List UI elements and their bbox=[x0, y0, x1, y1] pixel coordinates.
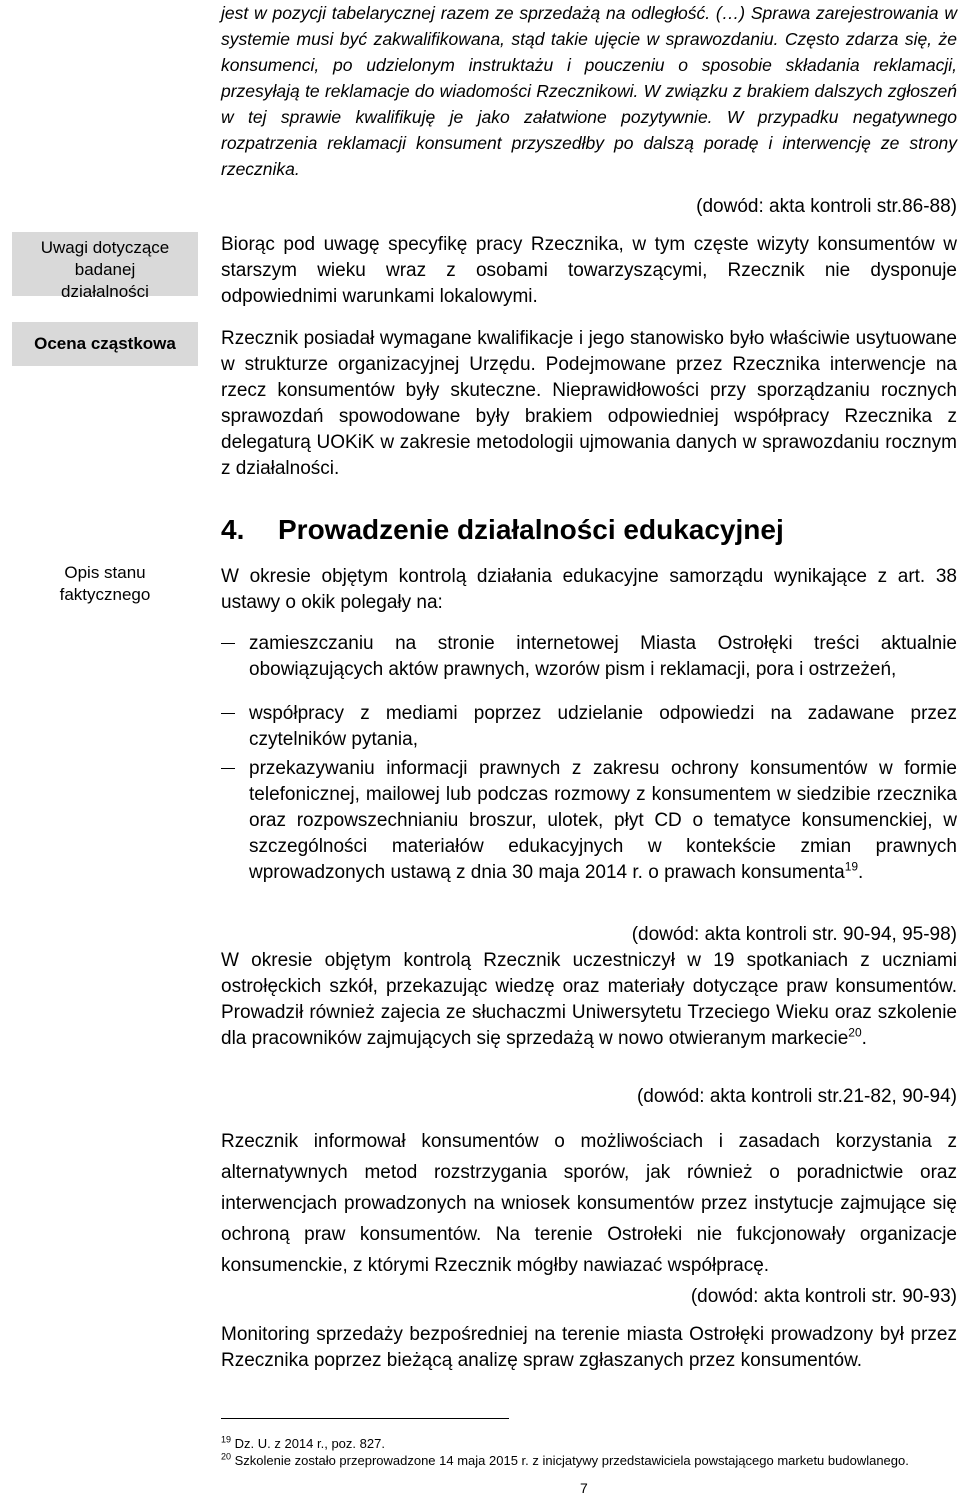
list-item-text: współpracy z mediami poprzez udzielanie odpowiedzi na zadawane przez czytelników pytania, bbox=[249, 703, 957, 750]
dash-icon bbox=[221, 768, 235, 769]
section-heading bbox=[221, 512, 784, 548]
para-kwalifikacje: Rzecznik posiadał wymagane kwalifikacje i jego stanowisko było właściwie usytuowane w strukturze organizacyjnej Urzędu. Podejmowane przez Rzecznika interwencje na rzecz konsumentów były skuteczne. Nieprawidłowości przy sporządzaniu rocznych sprawozdań spowodowane były brakiem odpowiedniej współpracy Rzecznika z delegaturą UOKiK w zakresie metodologii ujmowania danych w sprawozdaniu rocznym z działalności. bbox=[221, 328, 957, 479]
evidence-2: (dowód: akta kontroli str. 90-94, 95-98) bbox=[631, 924, 957, 945]
uwagi-label: Uwagi dotyczące badanej działalności bbox=[40, 238, 170, 301]
sidebar bbox=[0, 0, 198, 1501]
evidence-3: (dowód: akta kontroli str.21-82, 90-94) bbox=[636, 1086, 957, 1107]
para-lokal: Biorąc pod uwagę specyfikę pracy Rzecznika, w tym częste wizyty konsumentów w starszym wieku wraz z osobami towarzyszącymi, Rzecznik nie dysponuje odpowiednimi warunkami lokalowymi. bbox=[221, 234, 957, 307]
section-title: Prowadzenie działalności edukacyjnej bbox=[278, 514, 784, 545]
footnote-ref: 19 bbox=[844, 859, 859, 874]
opis-label: Opis stanu faktycznego bbox=[59, 563, 151, 604]
para-italic-quote: jest w pozycji tabelarycznej razem ze sprzedażą na odległość. (…) Sprawa zarejestrowania w systemie musi być zakwalifikowana, stąd takie ujęcie w sprawozdaniu. Często zdarza się, że konsumenci, po udzielonym instruktażu i pouczeniu o sposobie składania reklamacji, przesyłają te reklamacje do wiadomości Rzecznikowi. W związku z brakiem dalszych zgłoszeń w tej sprawie kwalifikuję je jako załatwione pozytywnie. W przypadku negatywnego rozpatrzenia reklamacji konsument przyszedłby po dalszą poradę i interwencję ze strony rzecznika. bbox=[221, 3, 957, 179]
dash-icon bbox=[221, 643, 235, 644]
footnote-separator bbox=[221, 1418, 509, 1419]
page-number: 7 bbox=[580, 1480, 588, 1496]
para-informowal: Rzecznik informował konsumentów o możliwościach i zasadach korzystania z alternatywnych metod rozstrzygania sporów, jak również o poradnictwie oraz interwencjach prowadzonych na wniosek konsumentów przez instytucje zajmujące się ochroną praw konsumentów. Na terenie Ostrołeki nie fukcjonowały organizacje konsumenckie, z którymi Rzecznik mógłby nawiazać współpracę. bbox=[221, 1131, 957, 1276]
para-spotkania: W okresie objętym kontrolą Rzecznik uczestniczył w 19 spotkaniach z uczniami ostrołęckich szkół, przekazując wiedzę oraz materiały dotyczące praw konsumentów. Prowadził również zajecia ze słuchaczmi Uniwersytetu Trzeciego Wieku oraz szkolenie dla pracowników zajmujących się sprzedażą w nowo otwieranym markecie$^{20}$. bbox=[221, 950, 957, 1049]
para-intro: W okresie objętym kontrolą działania edukacyjne samorządu wynikające z art. 38 ustawy o okik polegały na: bbox=[221, 566, 957, 613]
dash-icon bbox=[221, 713, 235, 714]
section-number: 4. bbox=[221, 514, 245, 545]
footnote-ref: 20 bbox=[848, 1025, 862, 1040]
footnote-20: $^{20}$ Szkolenie zostało przeprowadzone 14 maja 2015 r. z inicjatywy przedstawiciela powstającego marketu budowlanego. bbox=[221, 1451, 909, 1468]
list-item-text: przekazywaniu informacji prawnych z zakresu ochrony konsumentów w formie telefonicznej, mailowej lub podczas rozmowy z konsumentem w siedzibie rzecznika oraz rozpowszechnianiu broszur, ulotek, płyt CD o tematyce konsumenckiej, w szczególności materiałów edukacyjnych w kontekście zmian prawnych wprowadzonych ustawą z dnia 30 maja 2014 r. o prawach konsumenta$^{19}$. bbox=[249, 758, 957, 883]
evidence-1: (dowód: akta kontroli str.86-88) bbox=[696, 196, 957, 217]
para-monitoring: Monitoring sprzedaży bezpośredniej na terenie miasta Ostrołęki prowadzony był przez Rzecznika poprzez bieżącą analizę spraw zgłaszanych przez konsumentów. bbox=[221, 1324, 957, 1371]
list-item-text: zamieszczaniu na stronie internetowej Miasta Ostrołęki treści aktualnie obowiązujących aktów prawnych, wzorów pism i reklamacji, pora i ostrzeżeń, bbox=[249, 633, 957, 680]
evidence-4: (dowód: akta kontroli str. 90-93) bbox=[690, 1286, 957, 1307]
ocena-label: Ocena cząstkowa bbox=[34, 334, 176, 353]
footnote-19: $^{19}$ Dz. U. z 2014 r., poz. 827. bbox=[221, 1434, 385, 1451]
